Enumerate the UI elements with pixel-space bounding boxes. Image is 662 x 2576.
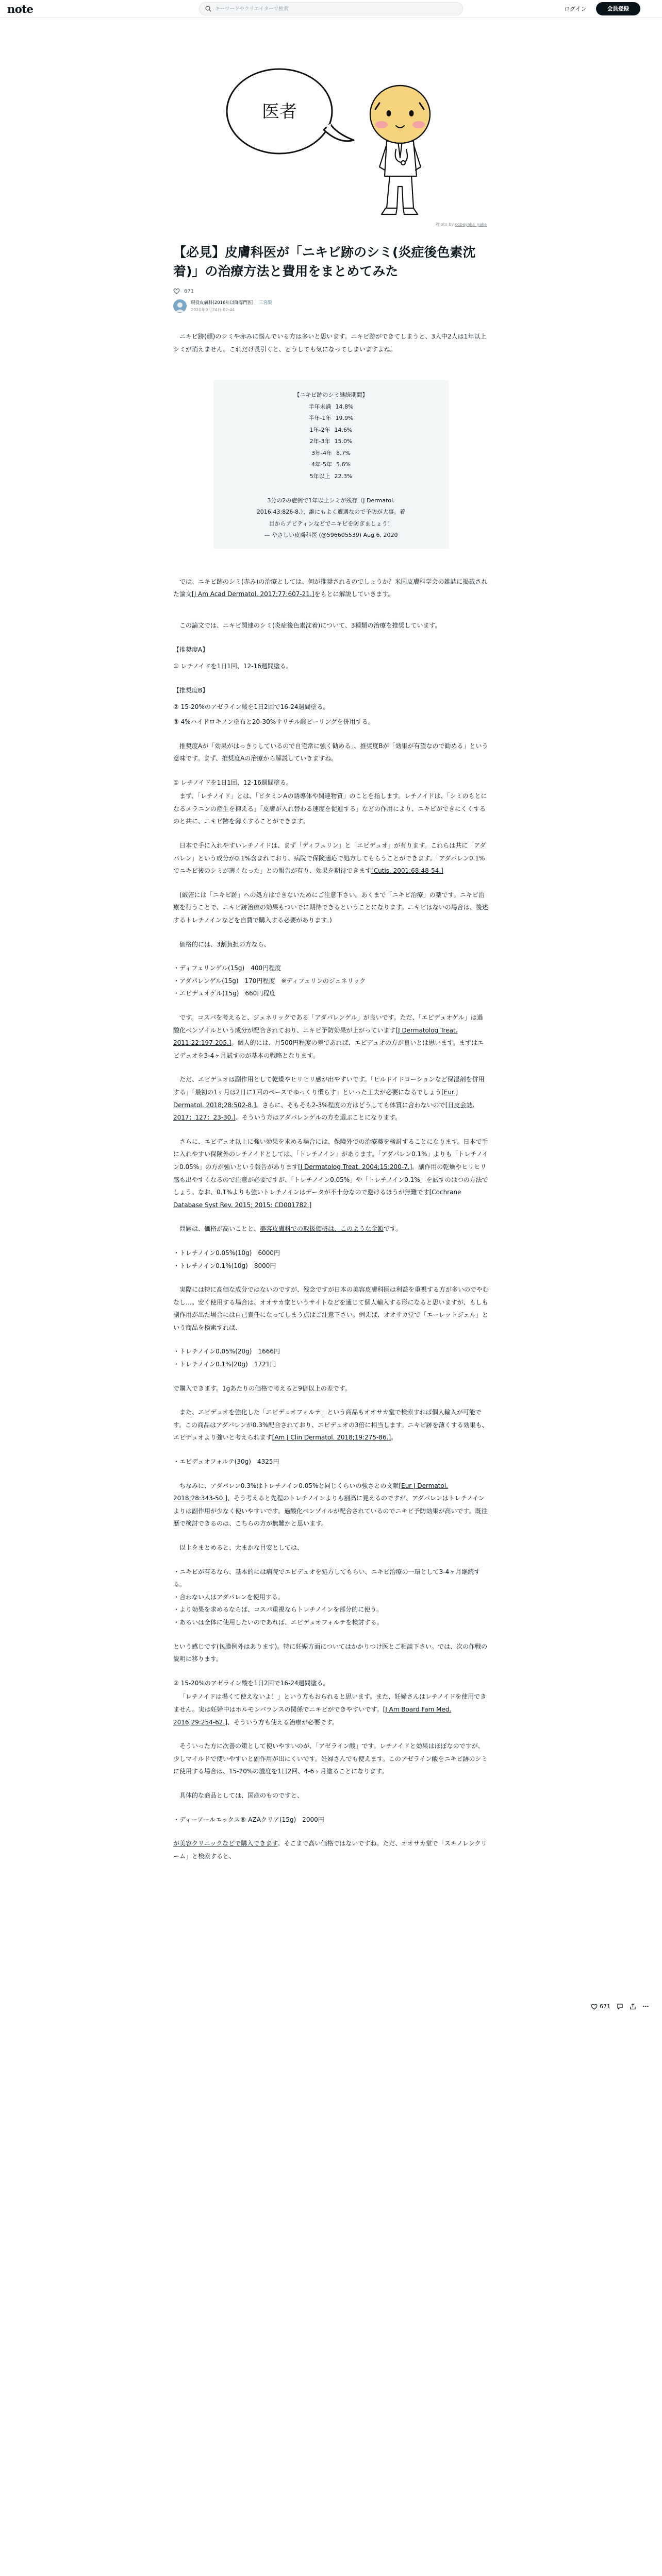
table-row bbox=[279, 425, 383, 436]
price-item: ・アダパレンゲル(15g) 170円程度 ※ディフェリンのジェネリック bbox=[173, 977, 366, 985]
heading-rec-b: 【推奨度B】 bbox=[173, 686, 209, 694]
photo-credit bbox=[436, 222, 487, 227]
side-action-bar bbox=[591, 2003, 649, 2010]
citation-link[interactable]: [J Dermatolog Treat. 2004;15:200-7.] bbox=[298, 1163, 412, 1171]
summary-item: ・より効果を求めるならば、コスパ重視ならトレチノインを部分的に使う。 bbox=[173, 1606, 383, 1614]
bubble-text: 医者 bbox=[262, 101, 297, 122]
row-label: 2年-3年 bbox=[309, 438, 330, 445]
price-item: ・ディフェリンゲル(15g) 400円程度 bbox=[173, 964, 282, 972]
comment-icon[interactable] bbox=[617, 2003, 623, 2010]
signup-button[interactable]: 会員登録 bbox=[596, 2, 640, 15]
heart-icon[interactable] bbox=[591, 2004, 598, 2010]
text: 、そういう方はアダパレンゲルの方を選ぶことになります。 bbox=[235, 1114, 402, 1122]
tweet-line: 2016;43:826-8.）、誰にもよく遭遇なので予防が大事。着 bbox=[256, 509, 406, 516]
heading-rec-a: 【推奨度A】 bbox=[173, 646, 209, 653]
table-row bbox=[279, 436, 383, 448]
paragraph: 以上をまとめると、大まかな目安としては、 bbox=[179, 1544, 304, 1551]
paragraph: で購入できます。1gあたりの価格で考えると9倍以上の差です。 bbox=[173, 1384, 351, 1392]
note-logo[interactable]: note bbox=[7, 3, 34, 15]
text: ちなみに、アダパレン0.3%はトレチノイン0.05%と同じくらいの強さとの文献 bbox=[179, 1482, 399, 1489]
text: 。そこまで高い価格ではないですね。ただ、オオサカ堂で「スキノレンクリーム」と検索すると、 bbox=[173, 1840, 487, 1860]
paragraph: そういった方に次善の策として使いやすいのが、「アゼライン酸」です。レチノイドと効果はほぼなのですが、少しマイルドで使いやすいと副作用が出にくいです。妊婦さんでも使えます。このアゼライン酸をニキビ跡のシミに使用する場合は、15-20%の濃度を1日2回、4-6ヶ月塗ることになります。 bbox=[173, 1742, 488, 1775]
table-row bbox=[279, 413, 383, 425]
text: 。さらに、そもそも2-3%程度の方はどうしても体質に合わないので bbox=[256, 1101, 445, 1109]
text: 、そう考えると先程のトレチノインよりも割高に見えるのですが、アダパレンはトレチノインよりは副作用が少なく使いやすいです。過酸化ベンゾイルが配合されているのでニキビ予防効果が高いです。既往歴で検討できるのは、こちらの方が無難かと思います。 bbox=[173, 1495, 488, 1528]
citation-link[interactable]: [Eur J Dermatol. 2018;28:502-8.] bbox=[173, 1088, 458, 1109]
article-title: 【必見】皮膚科医が「ニキビ跡のシミ(炎症後色素沈着)」の治療方法と費用をまとめてみた bbox=[173, 245, 476, 279]
row-label: 半年-1年 bbox=[308, 415, 332, 422]
article-body bbox=[173, 330, 489, 1862]
like-counter-top[interactable] bbox=[173, 288, 489, 294]
row-value: 14.6% bbox=[334, 426, 353, 433]
text: さらに、エピデュオ以上に強い効果を求める場合には、保険外での治療薬を検討することになります。日本で手に入れやすい保険外のレチノイドとしては、「トレチノイン」があります。「アダパレン0.1%」よりも「トレチノイン0.05%」の方が強いという報告があります bbox=[173, 1138, 488, 1171]
row-value: 22.3% bbox=[334, 473, 353, 480]
price-item: ・トレチノイン0.1%(20g) 1721円 bbox=[173, 1361, 276, 1368]
text: です。コスパを考えると、ジェネリックである「アダパレンゲル」が良いです。ただ、「エピデュオゲル」は過酸化ベンゾイルという成分が配合されており、ニキビ予防効果が上がっています bbox=[173, 1014, 483, 1034]
clinic-link[interactable]: が美容クリニックなどで購入できます bbox=[173, 1840, 278, 1848]
tweet-line: 目からアビティンなどでニキビを防ぎましょう！ bbox=[269, 520, 393, 527]
paragraph: 実際には特に高価な成分ではないのですが、残念ですが日本の美容皮膚科医は利益を重視する方が多いのでやむなし…。安く使用する場合は、オオサカ堂というサイトなどを通じて個人輸入する形になると思いますが、もしも副作用が出た場合には自己責任になってしまう点はご注意下さい。例えば、オオサカ堂で「エーレットジェル」という商品を検索すれば、 bbox=[173, 1286, 489, 1331]
citation-link[interactable]: [Cutis. 2001;68:48-54.] bbox=[371, 867, 443, 875]
table-row bbox=[279, 448, 383, 460]
side-like-count: 671 bbox=[600, 2003, 610, 2010]
rec-item: ③ 4%ハイドロキノン塗布と20-30%サリチル酸ピーリングを併用する。 bbox=[173, 718, 374, 725]
row-value: 19.9% bbox=[335, 415, 354, 422]
photo-credit-author[interactable]: cobeyaka_yaka bbox=[455, 222, 487, 227]
paragraph: ニキビ跡(顔)のシミや赤みに悩んでいる方は多いと思います。ニキビ跡ができてしまうと、3人中2人は1年以上シミが消えません。これだけ長引くと、どうしても気になってしまいますよね。 bbox=[173, 333, 487, 353]
tweet-line: 3分の2の症例で1年以上シミが残存（J Dermatol. bbox=[267, 497, 395, 504]
section-heading: ① レチノイドを1日1回、12-16週間塗る。 bbox=[173, 778, 292, 786]
paragraph: 推奨度Aが「効果がはっきりしているので自宅常に強く勧める」、推奨度Bが「効果が有望なので勧める」という意味です。まず、推奨度Aの治療から解説していきますね。 bbox=[173, 742, 488, 762]
eyecatch-image bbox=[173, 23, 489, 233]
search-box[interactable] bbox=[199, 2, 463, 15]
citation-link[interactable]: [J Dermatolog Treat. 2011;22:197-205.] bbox=[173, 1026, 458, 1047]
paragraph bbox=[173, 1136, 489, 1212]
embedded-tweet[interactable] bbox=[213, 380, 449, 549]
text: です。 bbox=[384, 1225, 402, 1233]
table-row bbox=[279, 401, 383, 413]
price-item: ・エピデュオフォルテ(30g) 4325円 bbox=[173, 1458, 279, 1466]
search-icon bbox=[205, 6, 211, 12]
paragraph bbox=[173, 1011, 489, 1062]
paragraph bbox=[173, 839, 489, 877]
rec-item: ① レチノイドを1日1回、12-16週間塗る。 bbox=[173, 663, 292, 670]
photo-credit-prefix: Photo by bbox=[435, 222, 454, 227]
text: 。副作用の乾燥やヒリヒリ感も出やすくなるので注意が必要ですが、「トレチノイン0.05%」や「トレチノイン0.1%」を試すのはつの方法でしょう。なお、0.1%よりも強いトレチノインはデータが不十分なので避けるほうが無難です bbox=[173, 1163, 488, 1196]
row-label: 半年未満 bbox=[308, 403, 332, 410]
site-header bbox=[0, 0, 662, 18]
author-block bbox=[173, 299, 489, 313]
row-label: 5年以上 bbox=[309, 473, 330, 480]
post-date: 2020年9月24日 02:44 bbox=[191, 308, 235, 312]
row-value: 5.6% bbox=[336, 461, 351, 468]
text: 「レチノイドは場くて使えないよ！」という方もおられると思います。また、妊婦さんはレチノイドを使用できません。実は妊婦中はホルモンバランスの関係でニキビができやすいです。 bbox=[173, 1693, 487, 1713]
avatar[interactable] bbox=[173, 299, 187, 313]
paragraph bbox=[173, 1073, 489, 1124]
text: ただ、エピデュオは副作用として乾燥やヒリヒリ感が出やすいです。「ヒルドイドローションなど保湿剤を併用する」「最初の1ヶ月は2日に1回のペースでゆっくり慣らす」といった工夫が必要になるでしょう bbox=[173, 1076, 485, 1096]
paragraph: という感じです(包膜例外はあります)。特に妊娠方面についてはかかりつけ医とご相談下さい。では、次の作戦の説明に移ります。 bbox=[173, 1642, 488, 1663]
author-name[interactable]: 現役皮膚科(2016年以降専門医) bbox=[191, 300, 254, 306]
side-like-button[interactable] bbox=[591, 2003, 610, 2010]
text: 。 bbox=[391, 1434, 398, 1442]
login-link[interactable]: ログイン bbox=[564, 6, 587, 12]
tweet-author[interactable]: — やさしい皮膚科医 (@596605539) Aug 6, 2020 bbox=[264, 532, 398, 539]
paragraph: (厳密には「ニキビ跡」への処方はできないためにご注意下さい。あくまで「ニキビ治療」の薬です。ニキビ治療を行うことで、ニキビ跡治療の効果もついでに期待できるということになります。ニキビはないの場合は、後述するトレチノインなどを自費で購入する必要があります。) bbox=[173, 891, 488, 924]
row-value: 8.7% bbox=[336, 449, 351, 456]
citation-link[interactable]: [Cochrane Database Syst Rev. 2015; 2015: CD001782.] bbox=[173, 1189, 461, 1209]
tweet-caption bbox=[228, 495, 434, 541]
paragraph: まず、「レチノイド」とは、「ビタミンAの誘導体や関連物質」のことを指します。レチノイドは、「シミのもとになるメラニンの産生を抑える」「皮膚が入れ替わる速度を促進する」などの作用により、ニキビができにくくするのと共に、ニキビ跡を薄くすることができます。 bbox=[173, 792, 487, 825]
citation-link[interactable]: [Am J Clin Dermatol. 2018;19:275-86.] bbox=[272, 1434, 391, 1442]
author-name-row bbox=[191, 299, 272, 306]
share-icon[interactable] bbox=[630, 2003, 636, 2010]
paragraph bbox=[173, 1480, 489, 1530]
price-item: ・ディーアールエックス® AZAクリア(15g) 2000円 bbox=[173, 1816, 324, 1823]
summary-item: ・あるいは全体に使用したいのであれば、エピデュオフォルテを検討する。 bbox=[173, 1618, 383, 1626]
text: 日本で手に入れやすいレチノイドは、まず「ディフェリン」と「エピデュオ」が有ります。これらは共に「アダパレン」という成分が0.1%含まれており、病院で保険適応で処方してもらうことができます。「アダパレン0.1%でニキビ後のシミが薄くなった」との報告が有り、効果を期待できます bbox=[173, 842, 486, 875]
summary-item: ・ニキビが有るなら、基本的には病院でエピデュオを処方してもらい、ニキビ治療の一環として3-4ヶ月継続する。 bbox=[173, 1568, 481, 1588]
paragraph bbox=[173, 1690, 489, 1728]
like-count: 671 bbox=[184, 288, 194, 294]
doctor-illustration bbox=[173, 23, 489, 233]
text: をもとに解説していきます。 bbox=[314, 590, 394, 598]
price-item: ・トレチノイン0.1%(10g) 8000円 bbox=[173, 1262, 276, 1269]
citation-link[interactable]: [Eur J Dermatol. 2018;28:343-50.] bbox=[173, 1482, 448, 1502]
table-row bbox=[279, 471, 383, 483]
search-input[interactable] bbox=[215, 4, 457, 13]
rec-item: ② 15-20%のアゼライン酸を1日2回で16-24週間塗る。 bbox=[173, 703, 329, 711]
row-value: 15.0% bbox=[334, 438, 353, 445]
paragraph bbox=[173, 1223, 489, 1235]
section-heading: ② 15-20%のアゼライン酸を1日2回で16-24週間塗る。 bbox=[173, 1679, 329, 1687]
paragraph bbox=[173, 575, 489, 601]
paragraph: 具体的な商品としては、国産のものですと、 bbox=[179, 1791, 304, 1799]
text: 、そういう方も使える治療が必要です。 bbox=[227, 1718, 338, 1726]
price-item: ・トレチノイン0.05%(10g) 6000円 bbox=[173, 1249, 280, 1257]
row-label: 4年-5年 bbox=[311, 461, 332, 468]
price-source-link[interactable]: 美容皮膚科での取扱価格は、このような金額 bbox=[260, 1225, 384, 1233]
text: また、エピデュオを強化した「エピデュオフォルテ」という商品もオオサカ堂で検索すれば個人輸入が可能です。この商品はアダパレンが0.3%配合されており、エピデュオの3倍に相当します。ニキビ跡を薄くする効果も、エピデュオより強いと考えられます bbox=[173, 1409, 488, 1442]
paragraph bbox=[173, 1837, 489, 1862]
citation-link[interactable]: [日皮会誌. 2017；127：23-30.] bbox=[173, 1101, 475, 1122]
text: では、ニキビ跡のシミ(赤み)の治療としては、何が推奨されるのでしょうか？米国皮膚科学会の雑誌に掲載された論文 bbox=[173, 578, 488, 598]
author-info bbox=[191, 299, 272, 313]
text: 問題は、価格が高いことと、 bbox=[179, 1225, 260, 1233]
text: 。個人的には、月500円程度の差であれば、エピデュオの方が良いとは思います。まずはエピデュオを3-4ヶ月試すのが基本の戦略となります。 bbox=[173, 1039, 484, 1059]
table-row bbox=[279, 459, 383, 471]
citation-link[interactable]: [J Am Board Fam Med. 2016;29:254-62.] bbox=[173, 1705, 452, 1726]
citation-link[interactable]: [J Am Acad Dermatol. 2017;77:607-21.] bbox=[192, 590, 315, 598]
article bbox=[173, 23, 489, 1874]
price-item: ・エピデュオゲル(15g) 660円程度 bbox=[173, 990, 276, 997]
author-sub[interactable]: 三宮顔 bbox=[258, 300, 272, 306]
more-icon[interactable] bbox=[642, 2003, 649, 2010]
paragraph: 価格的には、3割負担の方なら、 bbox=[179, 940, 270, 948]
row-value: 14.8% bbox=[335, 403, 354, 410]
summary-item: ・合わない人はアダパレンを使用する。 bbox=[173, 1593, 284, 1601]
row-label: 3年-4年 bbox=[311, 449, 332, 456]
heart-icon[interactable] bbox=[173, 288, 180, 294]
price-item: ・トレチノイン0.05%(20g) 1666円 bbox=[173, 1348, 280, 1355]
duration-table bbox=[279, 389, 383, 482]
paragraph bbox=[173, 1406, 489, 1444]
table-title: 【ニキビ跡のシミ継続期間】 bbox=[294, 392, 368, 399]
paragraph: この論文では、ニキビ関連のシミ(炎症後色素沈着)について、3種類の治療を推奨しています。 bbox=[179, 621, 441, 629]
row-label: 1年-2年 bbox=[309, 426, 330, 433]
